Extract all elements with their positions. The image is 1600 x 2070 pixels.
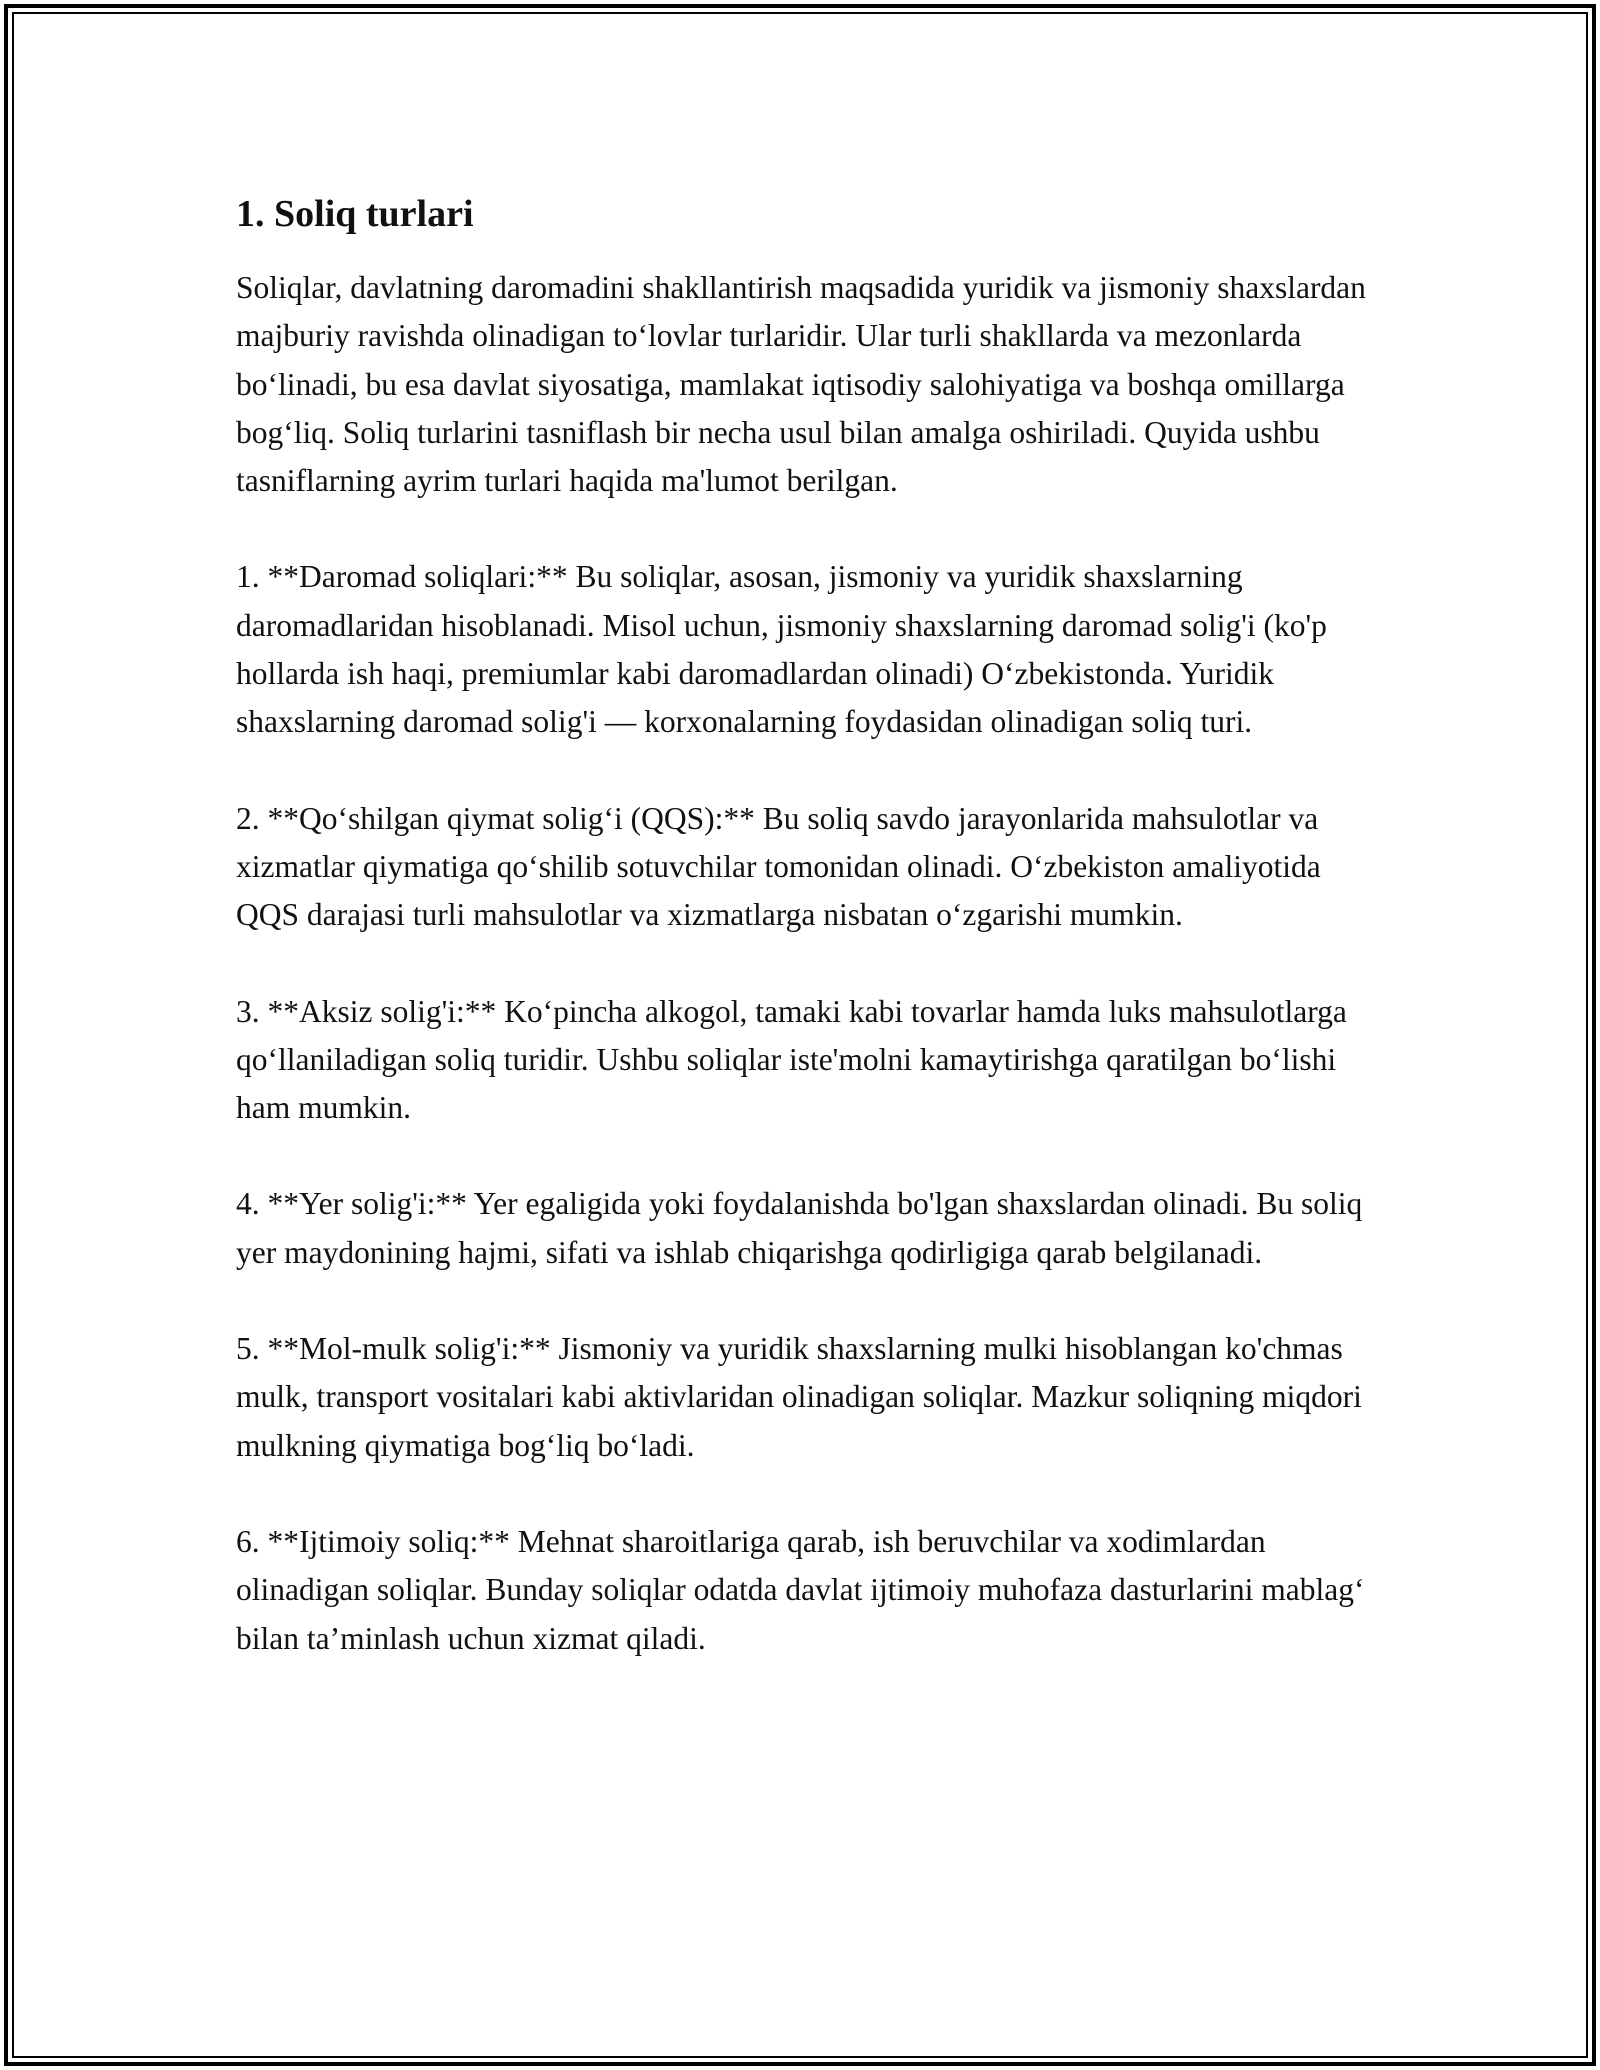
document-body: [236, 186, 1366, 1711]
tax-item-excise: 3. **Aksiz solig'i:** Ko‘pincha alkogol, tamaki kabi tovarlar hamda luks mahsulotlarga qo‘llaniladigan soliq turidir. Ushbu soliqlar iste'molni kamaytirishga qaratilgan bo‘lishi ham mumkin.: [236, 993, 1347, 1126]
tax-item-land: 4. **Yer solig'i:** Yer egaligida yoki foydalanishda bo'lgan shaxslardan olinadi. Bu soliq yer maydonining hajmi, sifati va ishlab chiqarishga qodirligiga qarab belgilanadi.: [236, 1186, 1363, 1270]
tax-item-income: 1. **Daromad soliqlari:** Bu soliqlar, asosan, jismoniy va yuridik shaxslarning daromadlaridan hisoblanadi. Misol uchun, jismoniy shaxslarning daromad solig'i (ko'p hollarda ish haqi, premiumlar kabi daromadlardan olinadi) O‘zbekistonda. Yuridik shaxslarning daromad solig'i — korxonalarning foydasidan olinadigan soliq turi.: [236, 559, 1327, 740]
tax-item-property: 5. **Mol-mulk solig'i:** Jismoniy va yuridik shaxslarning mulki hisoblangan ko'chmas mulk, transport vositalari kabi aktivlaridan olinadigan soliqlar. Mazkur soliqning miqdori mulkning qiymatiga bog‘liq bo‘ladi.: [236, 1331, 1362, 1463]
section-heading: 1. Soliq turlari: [236, 193, 474, 235]
tax-item-vat: 2. **Qo‘shilgan qiymat solig‘i (QQS):** Bu soliq savdo jarayonlarida mahsulotlar va xizmatlar qiymatiga qo‘shilib sotuvchilar tomonidan olinadi. O‘zbekiston amaliyotida QQS darajasi turli mahsulotlar va xizmatlarga nisbatan o‘zgarishi mumkin.: [236, 800, 1321, 933]
tax-item-social: 6. **Ijtimoiy soliq:** Mehnat sharoitlariga qarab, ish beruvchilar va xodimlardan olinadigan soliqlar. Bunday soliqlar odatda davlat ijtimoiy muhofaza dasturlarini mablag‘ bilan ta’minlash uchun xizmat qiladi.: [236, 1523, 1365, 1656]
intro-paragraph: Soliqlar, davlatning daromadini shakllantirish maqsadida yuridik va jismoniy shaxslardan majburiy ravishda olinadigan to‘lovlar turlaridir. Ular turli shakllarda va mezonlarda bo‘linadi, bu esa davlat siyosatiga, mamlakat iqtisodiy salohiyatiga va boshqa omillarga bog‘liq. Soliq turlarini tasniflash bir necha usul bilan amalga oshiriladi. Quyida ushbu tasniflarning ayrim turlari haqida ma'lumot berilgan.: [236, 270, 1366, 499]
